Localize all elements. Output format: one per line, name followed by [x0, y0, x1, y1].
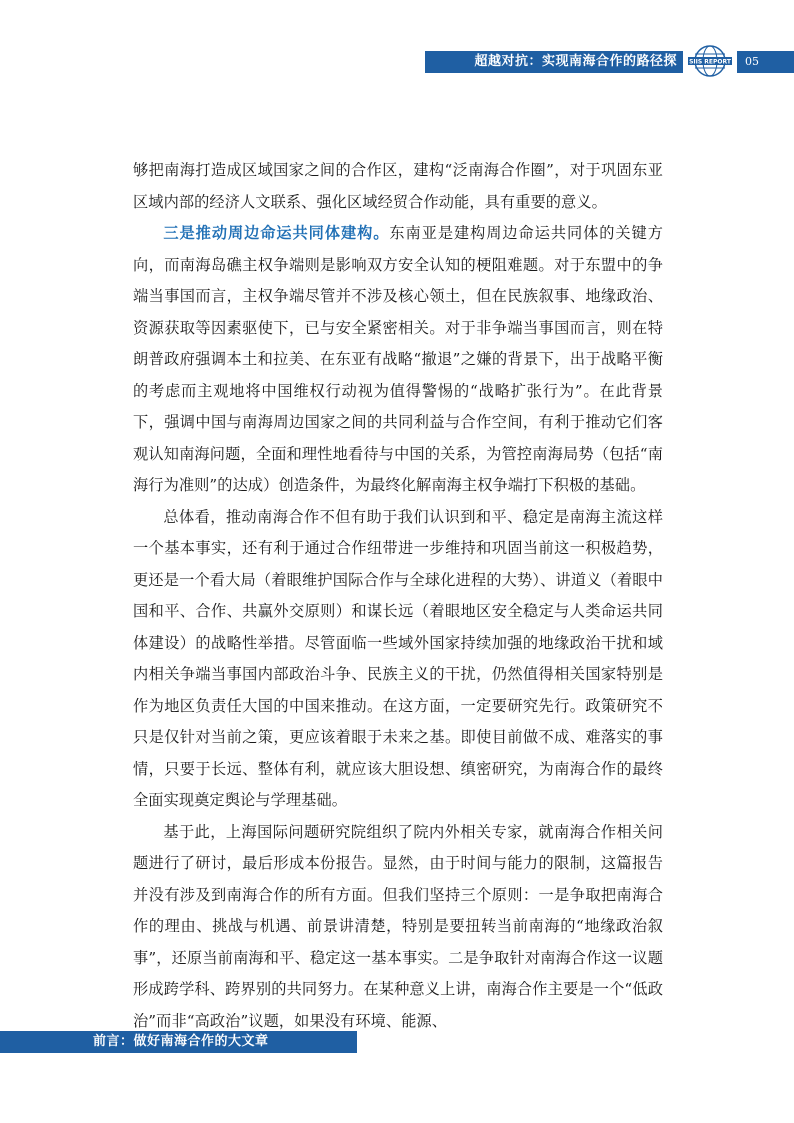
paragraph-heading-highlight: 三是推动周边命运共同体建构。 [163, 224, 390, 242]
paragraph-body: 东南亚是建构周边命运共同体的关键方向，而南海岛礁主权争端则是影响双方安全认知的梗阻难题。对于东盟中的争端当事国而言，主权争端尽管并不涉及核心领土，但在民族叙事、地缘政治、资源获取等因素驱使下，已与安全紧密相关。对于非争端当事国而言，则在特朗普政府强调本土和拉美、在东亚有战略“撤退”之嫌的背景下，出于战略平衡的考虑而主观地将中国维权行动视为值得警惕的“战略扩张行为”。在此背景下，强调中国与南海周边国家之间的共同利益与合作空间，有利于推动它们客观认知南海问题，全面和理性地看待与中国的关系，为管控南海局势（包括“南海行为准则”的达成）创造条件，为最终化解南海主权争端打下积极的基础。 [133, 224, 663, 494]
running-footer-title: 前言：做好南海合作的大文章 [93, 1034, 269, 1049]
page-number: 05 [745, 55, 759, 68]
paragraph-report-basis: 基于此，上海国际问题研究院组织了院内外相关专家，就南海合作相关问题进行了研讨，最后形成本份报告。显然，由于时间与能力的限制，这篇报告并没有涉及到南海合作的所有方面。但我们坚持三个原则：一是争取把南海合作的理由、挑战与机遇、前景讲清楚，特别是要扭转当前南海的“地缘政治叙事”，还原当前南海和平、稳定这一基本事实。二是争取针对南海合作这一议题形成跨学科、跨界别的共同努力。在某种意义上讲，南海合作主要是一个“低政治”而非“高政治”议题，如果没有环境、能源、 [133, 822, 663, 1030]
paragraph-continued: 够把南海打造成区域国家之间的合作区，建构“泛南海合作圈”，对于巩固东亚区域内部的经济人文联系、强化区域经贸合作动能，具有重要的意义。 [133, 161, 663, 211]
paragraph-community [133, 218, 663, 502]
siis-globe-logo-icon [687, 45, 733, 77]
logo-text: SIIS REPORT [689, 58, 731, 66]
running-header-title: 超越对抗：实现南海合作的路径探 [474, 54, 677, 69]
body-text [133, 155, 663, 1037]
paragraph-overall: 总体看，推动南海合作不但有助于我们认识到和平、稳定是南海主流这样一个基本事实，还有利于通过合作纽带进一步维持和巩固当前这一积极趋势，更还是一个看大局（着眼维护国际合作与全球化进程的大势）、讲道义（着眼中国和平、合作、共赢外交原则）和谋长远（着眼地区安全稳定与人类命运共同体建设）的战略性举措。尽管面临一些域外国家持续加强的地缘政治干扰和域内相关争端当事国内部政治斗争、民族主义的干扰，仍然值得相关国家特别是作为地区负责任大国的中国来推动。在这方面，一定要研究先行。政策研究不只是仅针对当前之策，更应该着眼于未来之基。即使目前做不成、难落实的事情，只要于长远、整体有利，就应该大胆设想、缜密研究，为南海合作的最终全面实现奠定舆论与学理基础。 [133, 507, 663, 809]
